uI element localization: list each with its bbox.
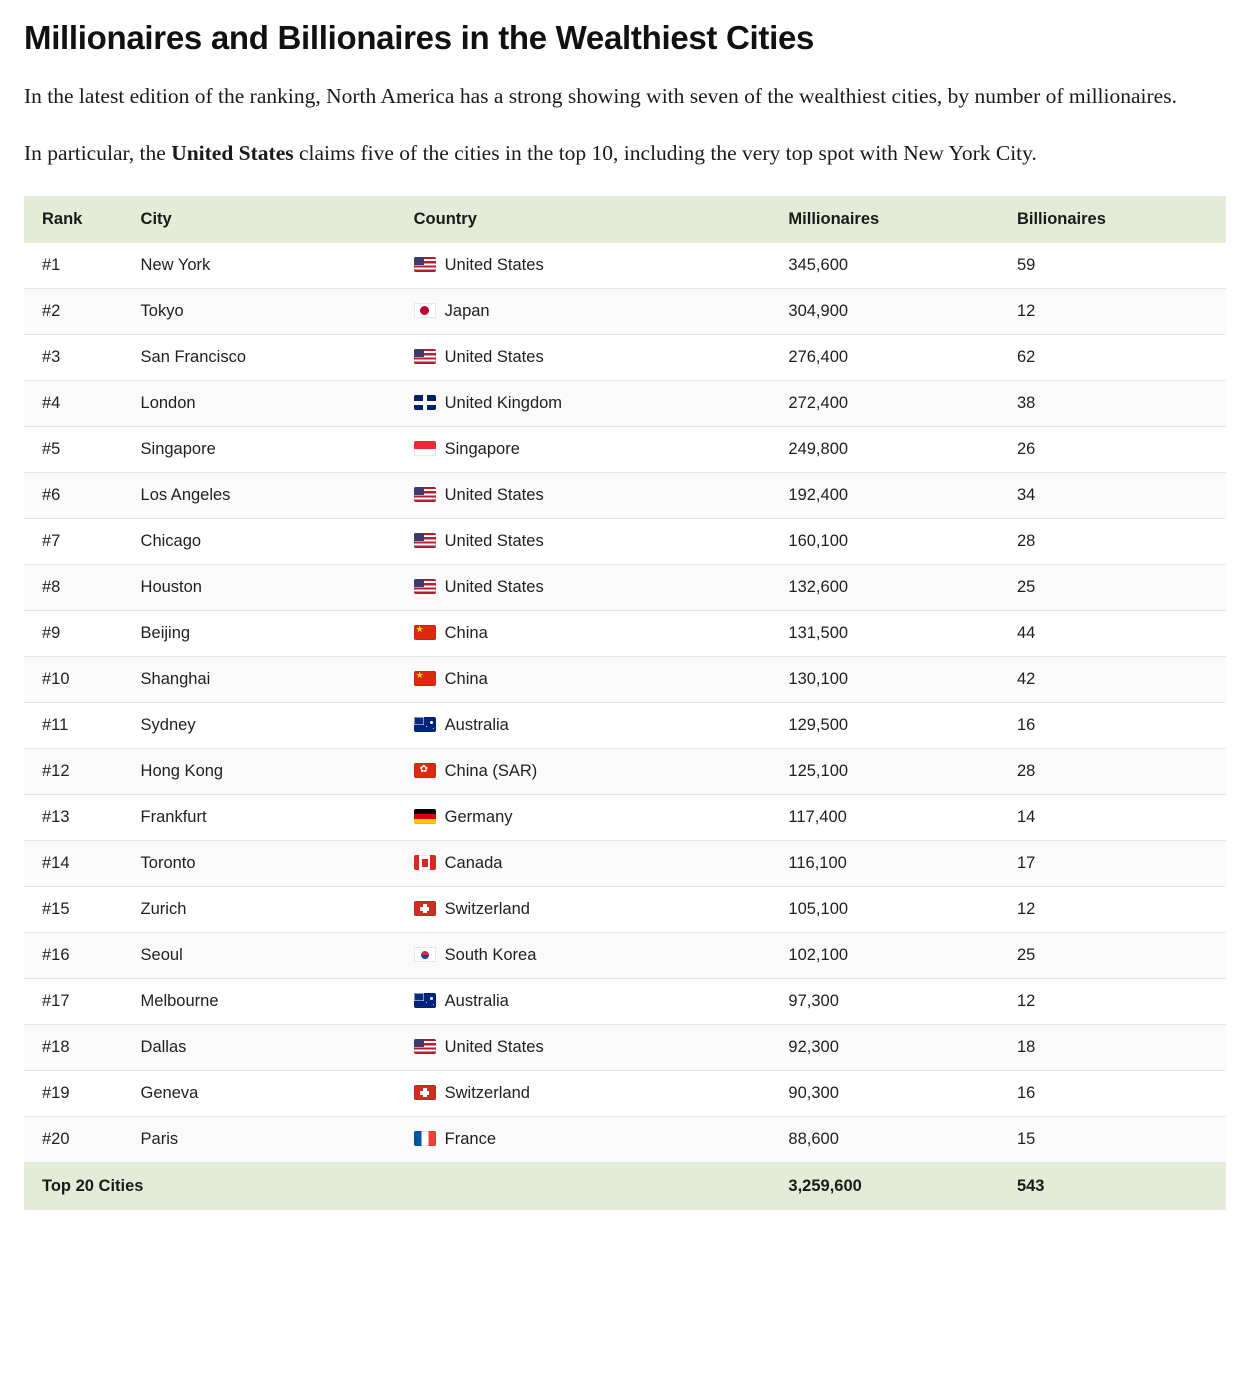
cell-billionaires: 16 [1017,1071,1226,1117]
cell-country [414,795,789,841]
cell-rank: #13 [24,795,141,841]
cell-rank: #17 [24,979,141,1025]
country-label: United States [444,348,544,367]
table-row [24,611,1226,657]
paragraph2-tail: claims five of the cities in the top 10, including the very top spot with New York City. [293,140,1037,165]
country-label: Canada [444,854,503,873]
cell-millionaires: 160,100 [788,519,1017,565]
cell-rank: #12 [24,749,141,795]
cell-country [414,473,789,519]
cell-city: New York [141,243,414,289]
table-row [24,795,1226,841]
table-row [24,289,1226,335]
cell-millionaires: 97,300 [788,979,1017,1025]
cell-billionaires: 28 [1017,749,1226,795]
cell-billionaires: 12 [1017,887,1226,933]
table-row [24,749,1226,795]
cell-millionaires: 130,100 [788,657,1017,703]
table-row [24,979,1226,1025]
cell-city: Dallas [141,1025,414,1071]
cell-rank: #3 [24,335,141,381]
cell-rank: #1 [24,243,141,289]
cell-city: Frankfurt [141,795,414,841]
cell-millionaires: 132,600 [788,565,1017,611]
flag-jp-icon [414,303,436,318]
cell-rank: #6 [24,473,141,519]
cell-country [414,933,789,979]
cell-millionaires: 88,600 [788,1117,1017,1163]
paragraph2-lead: In particular, the [24,140,172,165]
flag-us-icon [414,1039,436,1054]
cell-country [414,703,789,749]
cell-rank: #4 [24,381,141,427]
cell-millionaires: 92,300 [788,1025,1017,1071]
cell-city: Melbourne [141,979,414,1025]
cell-millionaires: 272,400 [788,381,1017,427]
table-footer [24,1163,1226,1211]
column-header-country: Country [414,196,789,243]
cell-rank: #7 [24,519,141,565]
cell-billionaires: 44 [1017,611,1226,657]
table-row [24,243,1226,289]
cell-city: Hong Kong [141,749,414,795]
cell-billionaires: 12 [1017,979,1226,1025]
cell-city: Zurich [141,887,414,933]
flag-us-icon [414,349,436,364]
cell-millionaires: 249,800 [788,427,1017,473]
country-label: Japan [444,302,490,321]
cell-rank: #14 [24,841,141,887]
cell-country [414,1025,789,1071]
table-row [24,519,1226,565]
cell-rank: #19 [24,1071,141,1117]
cell-country [414,381,789,427]
total-label: Top 20 Cities [24,1163,788,1211]
country-label: Germany [444,808,513,827]
cell-rank: #16 [24,933,141,979]
country-label: United States [444,532,544,551]
cell-billionaires: 15 [1017,1117,1226,1163]
table-row [24,703,1226,749]
column-header-rank: Rank [24,196,141,243]
cell-rank: #20 [24,1117,141,1163]
flag-ch-icon [414,1085,436,1100]
total-billionaires: 543 [1017,1163,1226,1211]
cell-billionaires: 42 [1017,657,1226,703]
flag-hk-icon [414,763,436,778]
cell-rank: #15 [24,887,141,933]
cell-millionaires: 125,100 [788,749,1017,795]
table-row [24,1117,1226,1163]
cell-country [414,1117,789,1163]
cell-country [414,565,789,611]
column-header-billionaires: Billionaires [1017,196,1226,243]
flag-us-icon [414,257,436,272]
cell-billionaires: 25 [1017,933,1226,979]
table-row [24,381,1226,427]
table-body [24,243,1226,1163]
cell-rank: #11 [24,703,141,749]
country-label: Singapore [444,440,520,459]
cell-country [414,519,789,565]
wealthiest-cities-table [24,196,1226,1210]
column-header-millionaires: Millionaires [788,196,1017,243]
cell-billionaires: 25 [1017,565,1226,611]
country-label: South Korea [444,946,537,965]
cell-country [414,1071,789,1117]
cell-millionaires: 116,100 [788,841,1017,887]
cell-city: Paris [141,1117,414,1163]
cell-country [414,335,789,381]
table-row [24,335,1226,381]
cell-millionaires: 276,400 [788,335,1017,381]
cell-rank: #2 [24,289,141,335]
intro-paragraph-2 [24,137,1226,170]
cell-city: Houston [141,565,414,611]
cell-country [414,657,789,703]
cell-city: Shanghai [141,657,414,703]
cell-millionaires: 304,900 [788,289,1017,335]
cell-millionaires: 129,500 [788,703,1017,749]
country-label: United States [444,256,544,275]
country-label: China [444,624,488,643]
cell-millionaires: 90,300 [788,1071,1017,1117]
flag-fr-icon [414,1131,436,1146]
country-label: United Kingdom [444,394,563,413]
table-row [24,933,1226,979]
table-row [24,1071,1226,1117]
country-label: China [444,670,488,689]
cell-city: Toronto [141,841,414,887]
flag-us-icon [414,487,436,502]
flag-us-icon [414,533,436,548]
cell-country [414,749,789,795]
cell-billionaires: 17 [1017,841,1226,887]
table-header-row [24,196,1226,243]
cell-billionaires: 18 [1017,1025,1226,1071]
cell-billionaires: 59 [1017,243,1226,289]
flag-kr-icon [414,947,436,962]
cell-millionaires: 131,500 [788,611,1017,657]
cell-country [414,243,789,289]
flag-gb-icon [414,395,436,410]
flag-au-icon [414,717,436,732]
country-label: France [444,1130,496,1149]
table-row [24,841,1226,887]
total-millionaires: 3,259,600 [788,1163,1017,1211]
cell-millionaires: 117,400 [788,795,1017,841]
column-header-city: City [141,196,414,243]
intro-paragraph-1: In the latest edition of the ranking, North America has a strong showing with seven of the wealthiest cities, by number of millionaires. [24,83,1177,108]
cell-millionaires: 105,100 [788,887,1017,933]
table-row [24,427,1226,473]
cell-city: Geneva [141,1071,414,1117]
cell-city: San Francisco [141,335,414,381]
cell-country [414,611,789,657]
cell-rank: #9 [24,611,141,657]
flag-ch-icon [414,901,436,916]
country-label: Australia [444,716,509,735]
cell-billionaires: 34 [1017,473,1226,519]
flag-us-icon [414,579,436,594]
table-row [24,1025,1226,1071]
table-row [24,473,1226,519]
cell-city: Chicago [141,519,414,565]
cell-billionaires: 12 [1017,289,1226,335]
page-title: Millionaires and Billionaires in the Wealthiest Cities [24,19,815,56]
country-label: United States [444,1038,544,1057]
country-label: Switzerland [444,900,530,919]
cell-city: Tokyo [141,289,414,335]
flag-cn-icon [414,625,436,640]
cell-billionaires: 38 [1017,381,1226,427]
table-header [24,196,1226,243]
cell-country [414,427,789,473]
cell-city: Seoul [141,933,414,979]
cell-billionaires: 28 [1017,519,1226,565]
cell-city: London [141,381,414,427]
cell-millionaires: 102,100 [788,933,1017,979]
cell-city: Sydney [141,703,414,749]
cell-billionaires: 26 [1017,427,1226,473]
cell-billionaires: 14 [1017,795,1226,841]
country-label: United States [444,578,544,597]
cell-rank: #8 [24,565,141,611]
flag-de-icon [414,809,436,824]
country-label: United States [444,486,544,505]
table-row [24,565,1226,611]
flag-cn-icon [414,671,436,686]
flag-sg-icon [414,441,436,456]
country-label: Switzerland [444,1084,530,1103]
flag-ca-icon [414,855,436,870]
flag-au-icon [414,993,436,1008]
cell-millionaires: 192,400 [788,473,1017,519]
cell-city: Los Angeles [141,473,414,519]
table-row [24,657,1226,703]
cell-rank: #5 [24,427,141,473]
country-label: China (SAR) [444,762,538,781]
cell-billionaires: 62 [1017,335,1226,381]
country-label: Australia [444,992,509,1011]
cell-rank: #10 [24,657,141,703]
cell-country [414,841,789,887]
cell-country [414,289,789,335]
cell-millionaires: 345,600 [788,243,1017,289]
table-row [24,887,1226,933]
total-row [24,1163,1226,1211]
cell-rank: #18 [24,1025,141,1071]
cell-city: Singapore [141,427,414,473]
cell-billionaires: 16 [1017,703,1226,749]
paragraph2-emphasis: United States [171,140,294,165]
cell-city: Beijing [141,611,414,657]
cell-country [414,887,789,933]
cell-country [414,979,789,1025]
